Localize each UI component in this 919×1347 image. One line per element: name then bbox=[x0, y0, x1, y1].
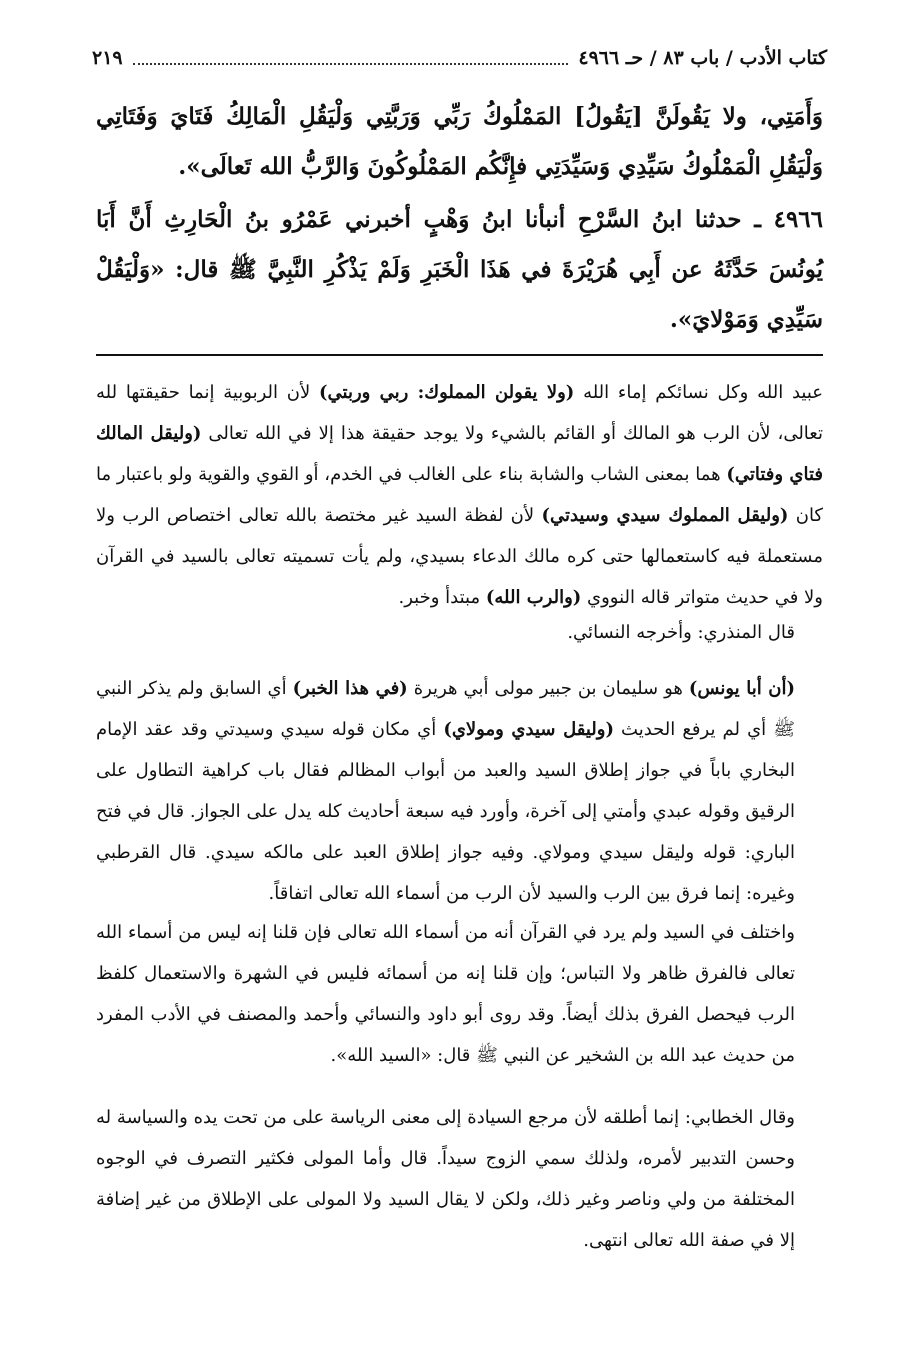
note1-quote-2: (وليقل المالك فتاي وفتاتي) bbox=[96, 423, 823, 485]
hadith-number: ٤٩٦٦ ـ bbox=[754, 206, 824, 233]
page-header bbox=[92, 40, 827, 76]
note3-text-b: هو سليمان بن جبير مولى أبي هريرة bbox=[407, 678, 689, 699]
note1-text-g: لأن لفظة السيد غير مختصة بالله تعالى اختصاص الرب ولا مستعملة فيه كاستعمالها حتى كره مالك الدعاء بسيدي، ولم يأت تسميته تعالى بالسيد في القرآن ولا في حديث متواتر قاله النووي bbox=[96, 505, 823, 608]
note1-quote-3: (وليقل المملوك سيدي وسيدتي) bbox=[541, 505, 789, 526]
note3-quote-2: (في هذا الخبر) bbox=[292, 678, 408, 699]
commentary-paragraph-3: واختلف في السيد ولم يرد في القرآن أنه من أسماء الله تعالى فإن قلنا إنه ليس من أسماء الله تعالى فالفرق ظاهر ولا التباس؛ وإن قلنا إنه من أسمائه فليس في الشهرة والاستعمال كلفظ الرب فيحصل الفرق بذلك أيضاً. وقد روى أبو داود والنسائي وأحمد والمصنف في الأدب المفرد من حديث عبد الله بن الشخير عن النبي ﷺ قال: «السيد الله». bbox=[96, 922, 795, 1066]
note1-text-i: مبتدأ وخبر. bbox=[398, 587, 486, 608]
note3-text-d: أي السابق ولم يذكر النبي ﷺ أي لم يرفع الحديث bbox=[96, 678, 795, 740]
footnote-divider bbox=[96, 354, 823, 356]
running-title: كتاب الأدب / باب ٨٣ / حـ ٤٩٦٦ bbox=[578, 47, 827, 69]
note3-quote-3: (وليقل سيدي ومولاي) bbox=[443, 719, 614, 740]
note1-quote-4: (والرب الله) bbox=[485, 587, 582, 608]
hadith-text-continued: وَأَمَتِي، ولا يَقُولَنَّ [يَقُولُ] المَمْلُوكُ رَبِّي وَرَبَّتِي وَلْيَقُلِ الْمَالِكُ فَتَايَ وَفَتَاتِي وَلْيَقُلِ الْمَمْلُوكُ سَيِّدِي وَسَيِّدَتِي فإِنَّكُم المَمْلُوكُونَ وَالرَّبُّ الله تَعالَى». bbox=[96, 103, 823, 180]
page-number: ٢١٩ bbox=[92, 47, 123, 69]
note1-text-c: لأن الربوبية إنما حقيقتها لله تعالى، لأن الرب هو المالك أو القائم بالشيء ولا يوجد حقيقة هذا إلا في الله تعالى bbox=[96, 382, 823, 444]
commentary-paragraph-4: وقال الخطابي: إنما أطلقه لأن مرجع السيادة إلى معنى الرياسة على من تحت يده والسياسة له وحسن التدبير لأمره، ولذلك سمي الزوج سيداً. قال وأما المولى فكثير التصرف في الوجوه المختلفة من ولي وناصر وغير ذلك، ولكن لا يقال السيد ولا المولى على الإطلاق من غير إضافة إلا في صفة الله تعالى انتهى. bbox=[96, 1107, 795, 1251]
note1-text-a: عبيد الله وكل نسائكم إماء الله bbox=[574, 382, 823, 403]
hadith-body: حدثنا ابنُ السَّرْحِ أنبأنا ابنُ وَهْبٍ أخبرني عَمْرُو بنُ الْحَارِثِ أَنَّ أَبَا يُونُسَ حَدَّثَهُ عن أَبِي هُرَيْرَةَ في هَذَا الْخَبَرِ وَلَمْ يَذْكُرِ النَّبِيَّ ﷺ قال: «وَلْيَقُلْ سَيِّدِي وَمَوْلايَ». bbox=[96, 206, 823, 333]
commentary-paragraph-1 bbox=[96, 372, 823, 618]
note1-quote-1: (ولا يقولن المملوك: ربي وربتي) bbox=[319, 382, 575, 403]
hadith-4966 bbox=[96, 195, 823, 345]
commentary-paragraph-2 bbox=[96, 668, 823, 914]
commentary-mundhiri: قال المنذري: وأخرجه النسائي. bbox=[567, 622, 795, 643]
note1-text-e: هما بمعنى الشاب والشابة بناء على الغالب في الخدم، أو القوي والقوية ولو باعتبار ما كان bbox=[96, 464, 823, 526]
note3-quote-1: (أن أبا يونس) bbox=[688, 678, 795, 699]
note3-text-f: أي مكان قوله سيدي وسيدتي وقد عقد الإمام البخاري باباً في جواز إطلاق السيد والعبد من أبواب المظالم فقال باب كراهية التطاول على الرقيق وقوله عبدي وأمتي إلى آخرة، وأورد فيه سبعة أحاديث كله يدل على الجواز. قال في فتح الباري: قوله وليقل سيدي ومولاي. وفيه جواز إطلاق العبد على مالكه سيدي. قال القرطبي وغيره: إنما فرق بين الرب والسيد لأن الرب من أسماء الله تعالى اتفاقاً. bbox=[96, 719, 795, 904]
leader-dots bbox=[133, 51, 569, 65]
